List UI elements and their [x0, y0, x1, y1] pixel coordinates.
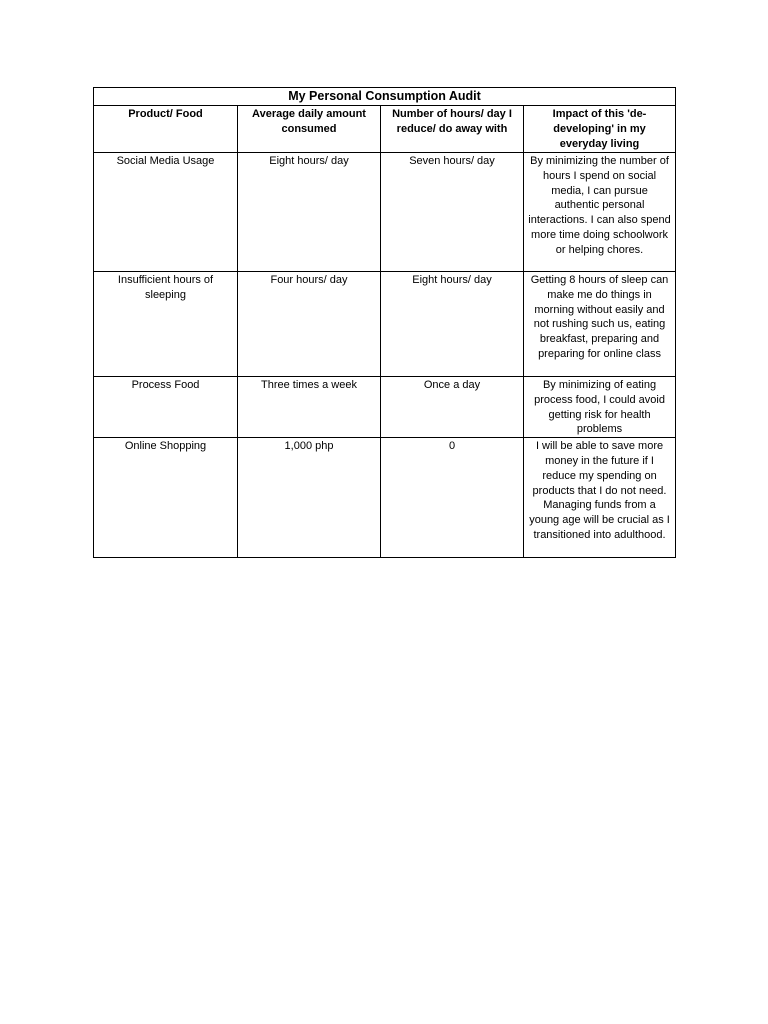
table-title-row	[94, 88, 676, 106]
cell-product: Process Food	[94, 377, 238, 438]
header-product: Product/ Food	[94, 106, 238, 153]
cell-impact: Getting 8 hours of sleep can make me do things in morning without easily and not rushing such us, eating breakfast, preparing and preparing for online class	[524, 272, 676, 377]
table-row	[94, 153, 676, 272]
cell-hours-reduced: Seven hours/ day	[381, 153, 524, 272]
cell-impact: I will be able to save more money in the future if I reduce my spending on products that I do not need. Managing funds from a young age will be crucial as I transitioned into adulthood.	[524, 438, 676, 558]
cell-average-amount: Three times a week	[238, 377, 381, 438]
header-average-amount: Average daily amount consumed	[238, 106, 381, 153]
cell-product: Social Media Usage	[94, 153, 238, 272]
table-row	[94, 438, 676, 558]
header-impact: Impact of this 'de-developing' in my everyday living	[524, 106, 676, 153]
table-title: My Personal Consumption Audit	[94, 88, 676, 106]
cell-product: Insufficient hours of sleeping	[94, 272, 238, 377]
cell-impact: By minimizing of eating process food, I could avoid getting risk for health problems	[524, 377, 676, 438]
consumption-audit-table	[93, 87, 676, 558]
cell-product: Online Shopping	[94, 438, 238, 558]
cell-average-amount: Four hours/ day	[238, 272, 381, 377]
cell-hours-reduced: Eight hours/ day	[381, 272, 524, 377]
table-row	[94, 377, 676, 438]
cell-hours-reduced: 0	[381, 438, 524, 558]
table-header-row	[94, 106, 676, 153]
header-hours-reduced: Number of hours/ day I reduce/ do away with	[381, 106, 524, 153]
table-row	[94, 272, 676, 377]
cell-average-amount: Eight hours/ day	[238, 153, 381, 272]
cell-impact: By minimizing the number of hours I spend on social media, I can pursue authentic personal interactions. I can also spend more time doing schoolwork or helping chores.	[524, 153, 676, 272]
cell-hours-reduced: Once a day	[381, 377, 524, 438]
cell-average-amount: 1,000 php	[238, 438, 381, 558]
